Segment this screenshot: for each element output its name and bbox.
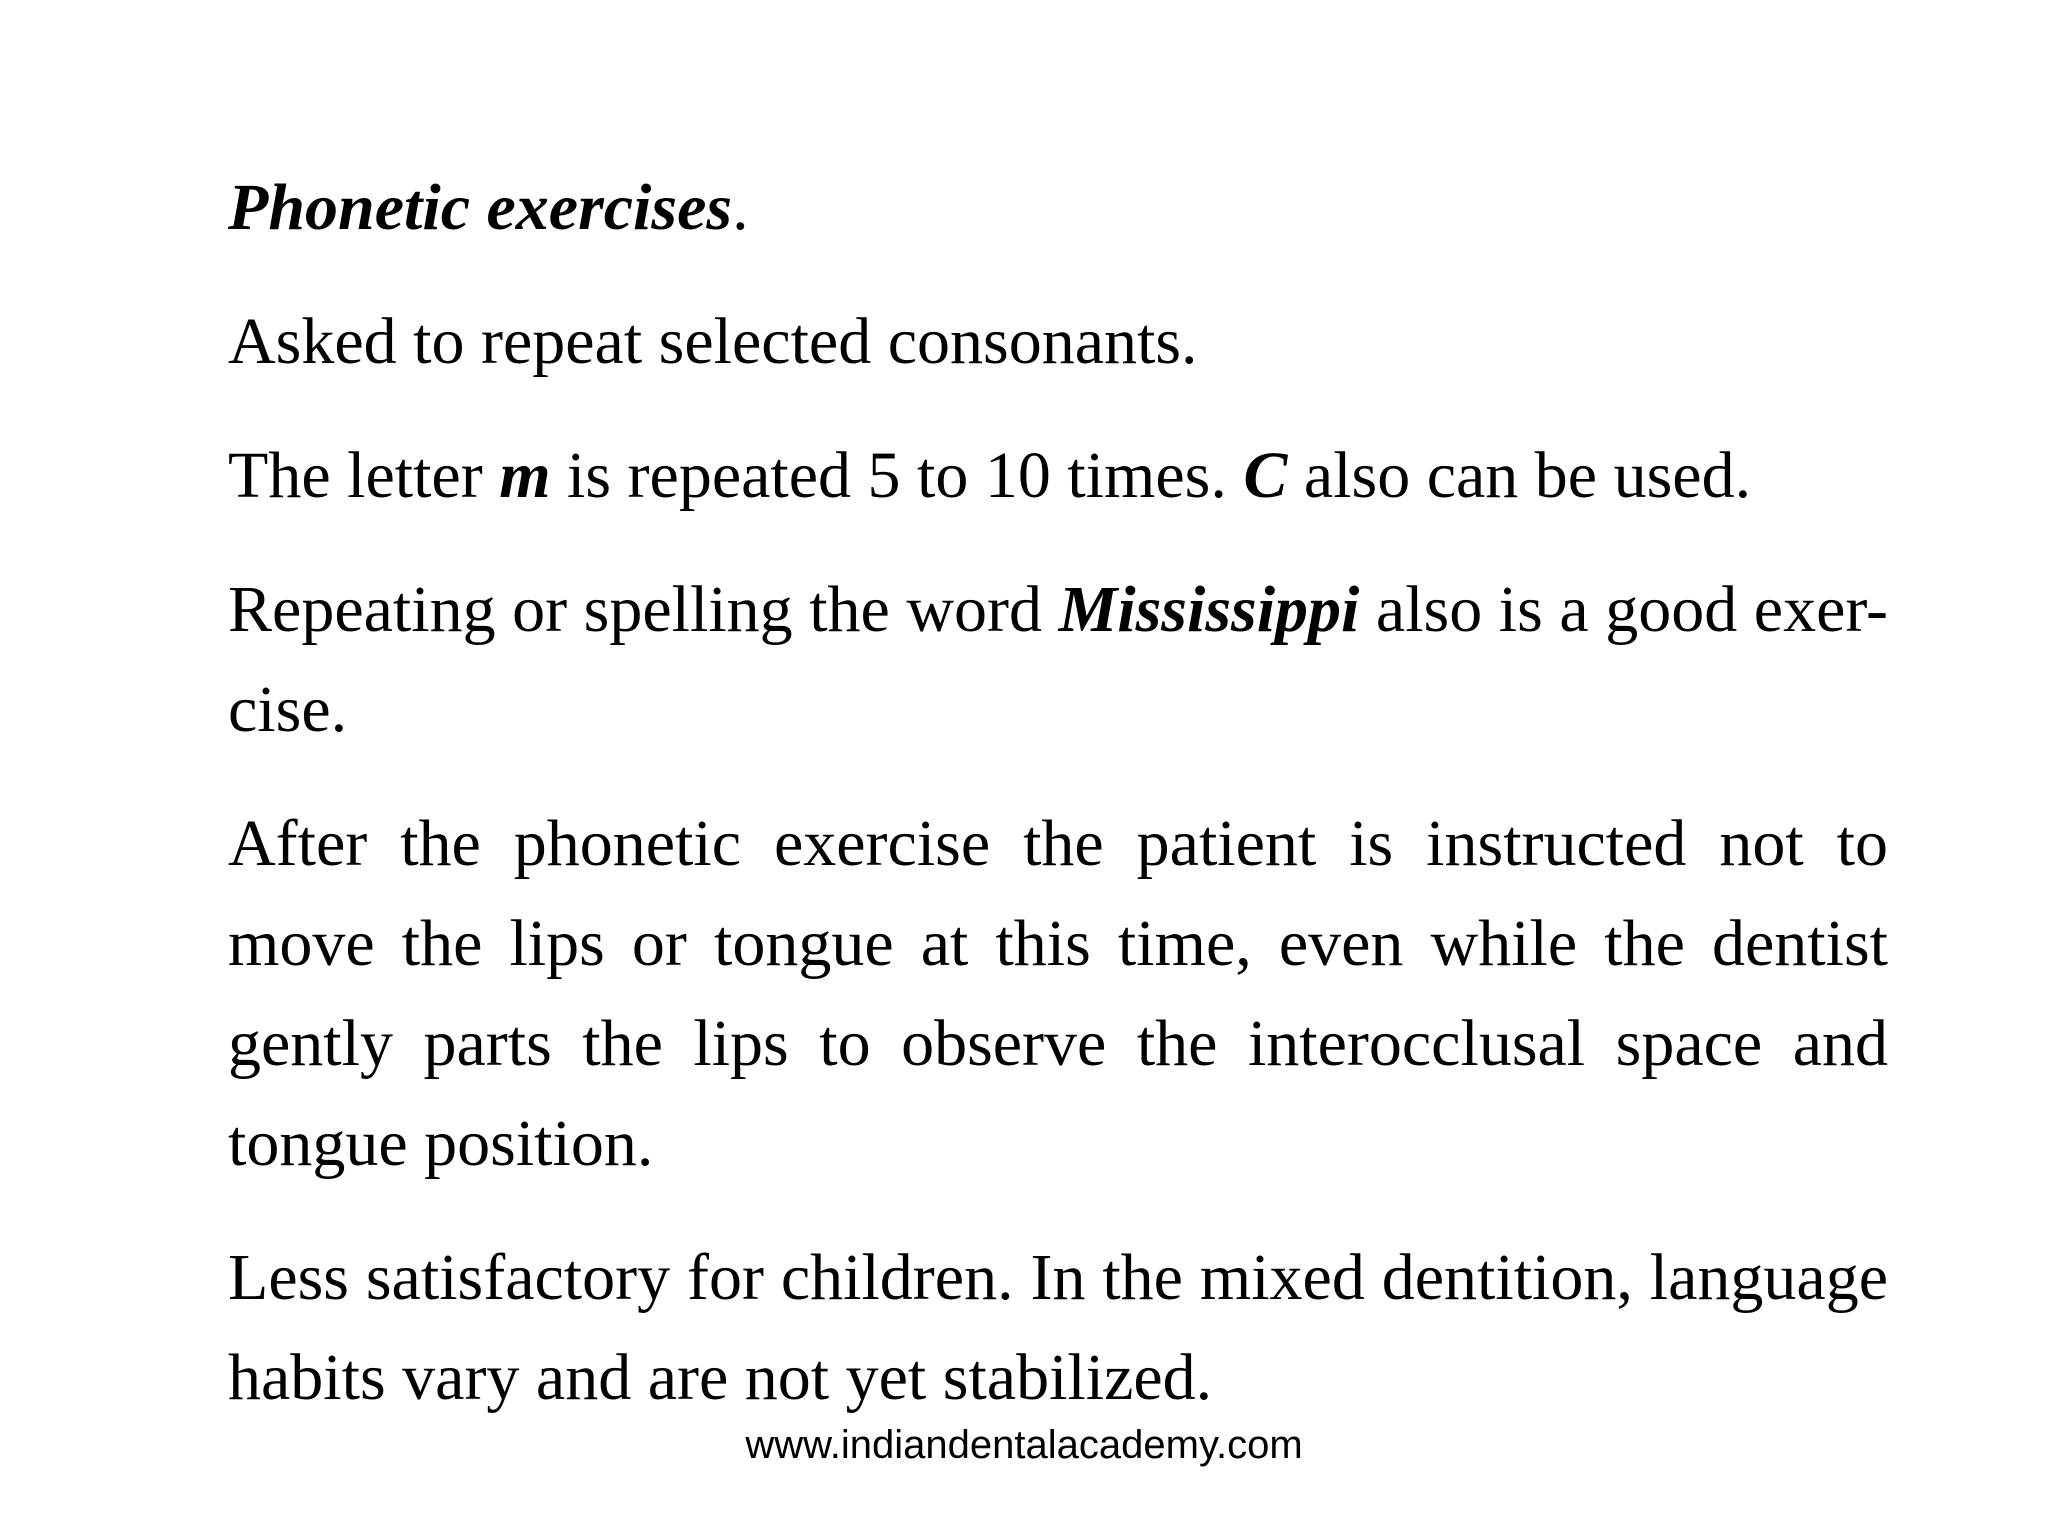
paragraph-mississippi — [228, 560, 1888, 760]
text-segment: also can be used. — [1287, 439, 1752, 512]
text-segment: The letter — [228, 439, 500, 512]
text-segment: also is a good exer-cise. — [228, 573, 1888, 746]
footer-url: www.indiandentalacademy.com — [745, 1423, 1303, 1467]
slide-heading — [228, 158, 1888, 258]
emphasis-mississippi: Mississippi — [1058, 573, 1360, 646]
heading-title: Phonetic exercises — [228, 171, 733, 244]
slide-content — [228, 158, 1888, 1462]
text-segment: is repeated 5 to 10 times. — [550, 439, 1244, 512]
emphasis-letter-m: m — [499, 439, 551, 512]
paragraph-consonants: Asked to repeat selected consonants. — [228, 305, 1198, 378]
paragraph-children: Less satisfactory for children. In the mixed dentition, language habits vary and are not yet stabilized. — [228, 1241, 1888, 1414]
heading-period: . — [732, 171, 749, 244]
paragraph-letter-m — [228, 426, 1888, 526]
text-segment: Repeating or spelling the word — [228, 573, 1059, 646]
paragraph-after-exercise: After the phonetic exercise the patient is instructed not to move the lips or tongue at this time, even while the dentist gently parts the lips to observe the interocclusal space and tongue position. — [228, 807, 1888, 1180]
emphasis-letter-c: C — [1243, 439, 1288, 512]
